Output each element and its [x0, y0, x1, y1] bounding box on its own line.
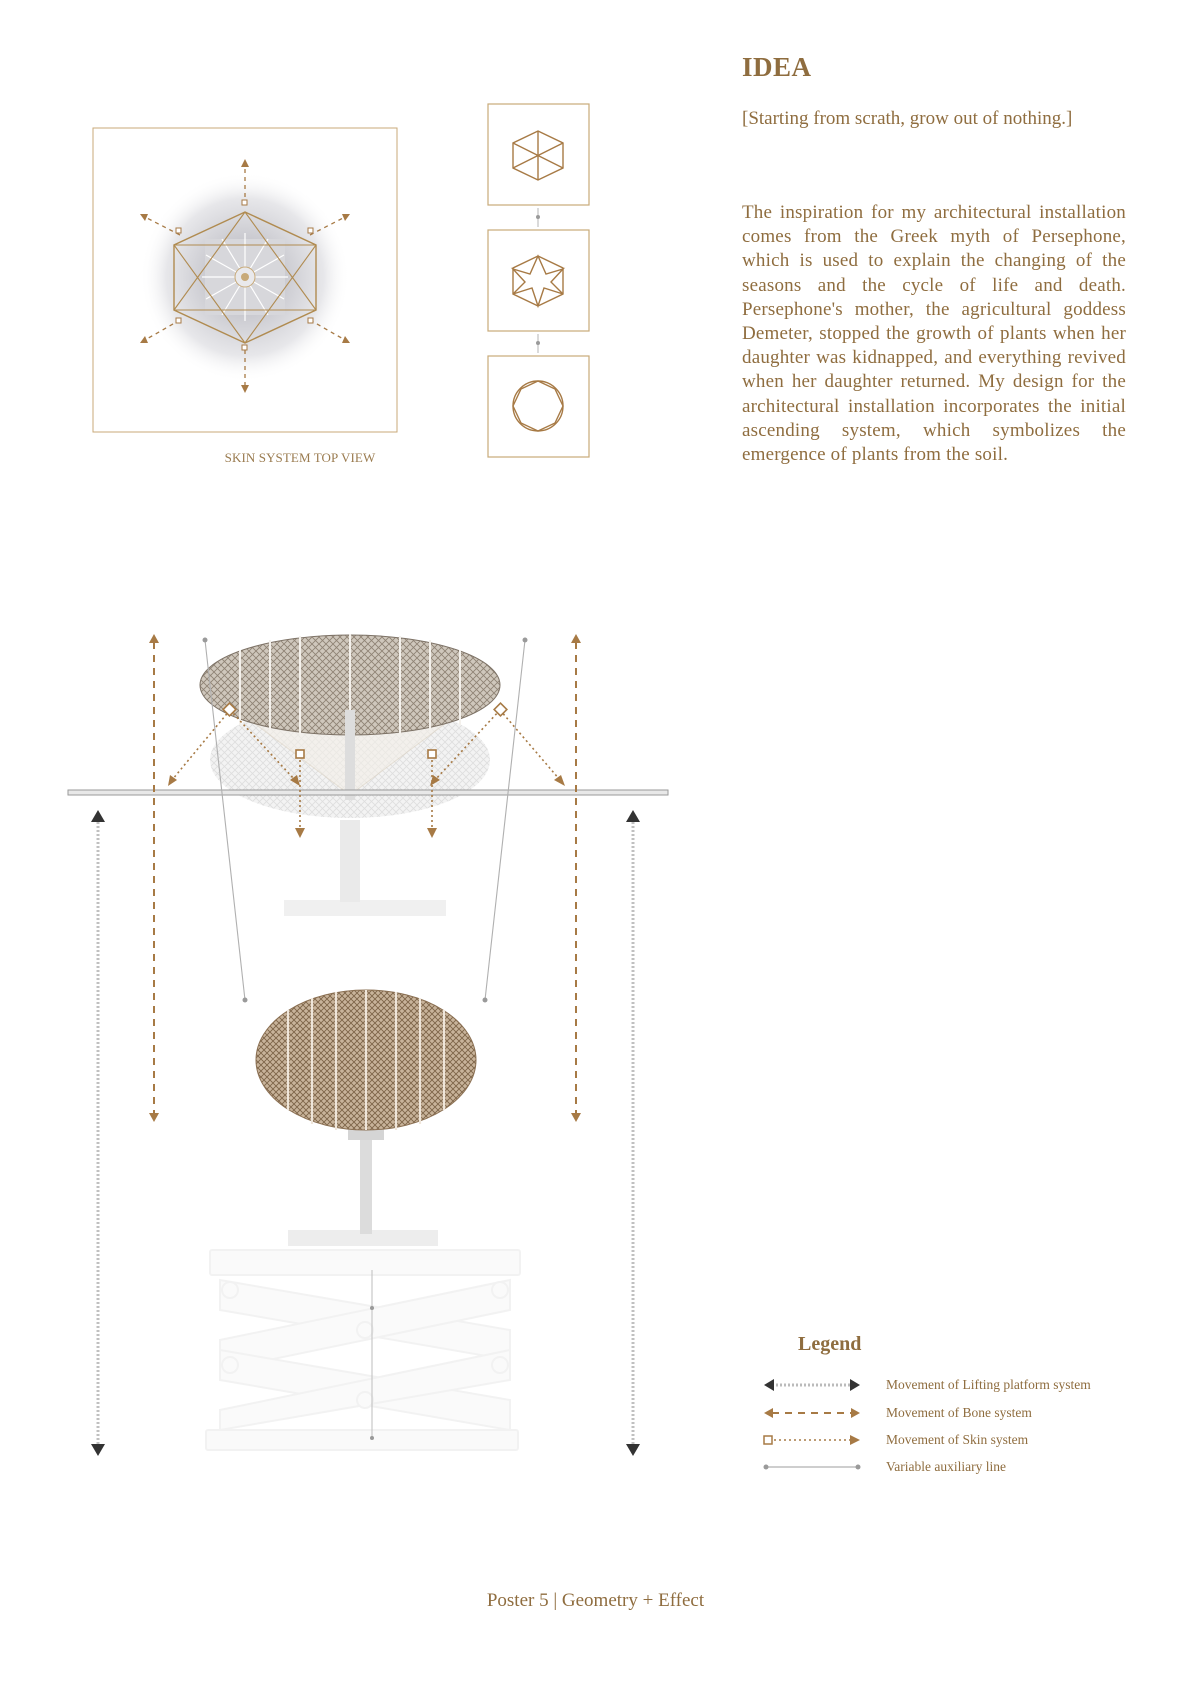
- top-view-caption: SKIN SYSTEM TOP VIEW: [224, 450, 376, 465]
- legend-label: Variable auxiliary line: [886, 1459, 1006, 1474]
- dashed-double-arrow-icon: [762, 1403, 862, 1423]
- installation-elevation-diagram: [60, 630, 680, 1460]
- idea-body: The inspiration for my architectural installation comes from the Greek myth of Persephone, which is used to explain the changing of the seasons and the cycle of life and death. Persephone's mother, the agricultural goddess Demeter, stopped the growth of plants when her daughter was kidnapped, and everything revived when her daughter returned. My design for the architectural installation incorporates the initial ascending system, which symbolizes the emergence of plants from the soil.: [742, 202, 1126, 466]
- legend-item-lift: [762, 1375, 1091, 1395]
- legend-title: Legend: [798, 1333, 862, 1355]
- grey-line-with-dots-icon: [762, 1457, 862, 1477]
- legend-label: Movement of Lifting platform system: [886, 1377, 1091, 1392]
- legend-item-bone: [762, 1403, 1032, 1423]
- idea-title: IDEA: [742, 52, 812, 82]
- lift-arrow-right: [626, 810, 640, 1456]
- geometry-sequence: [486, 102, 596, 464]
- bone-arrow-left: [149, 634, 159, 1122]
- polygon-circle-icon: [513, 381, 563, 431]
- ground-plane: [68, 790, 668, 795]
- scissor-lift: [206, 1250, 520, 1450]
- box-star: [488, 230, 589, 331]
- bone-arrow-right: [571, 634, 581, 1122]
- star-icon: [513, 256, 563, 306]
- poster-footer: Poster 5 | Geometry + Effect: [486, 1590, 705, 1611]
- square-dotted-arrow-icon: [762, 1430, 862, 1450]
- hexagon-spokes-icon: [513, 131, 563, 180]
- lift-arrow-left: [91, 810, 105, 1456]
- legend-item-aux: [762, 1457, 1006, 1477]
- legend-item-skin: [762, 1430, 1028, 1450]
- double-arrow-dark-icon: [762, 1375, 862, 1395]
- legend-label: Movement of Bone system: [886, 1405, 1032, 1420]
- idea-subtitle: [Starting from scrath, grow out of nothing.]: [742, 108, 1073, 129]
- legend-label: Movement of Skin system: [886, 1432, 1029, 1447]
- skin-top-view-diagram: [90, 125, 400, 435]
- box-circle: [488, 356, 589, 457]
